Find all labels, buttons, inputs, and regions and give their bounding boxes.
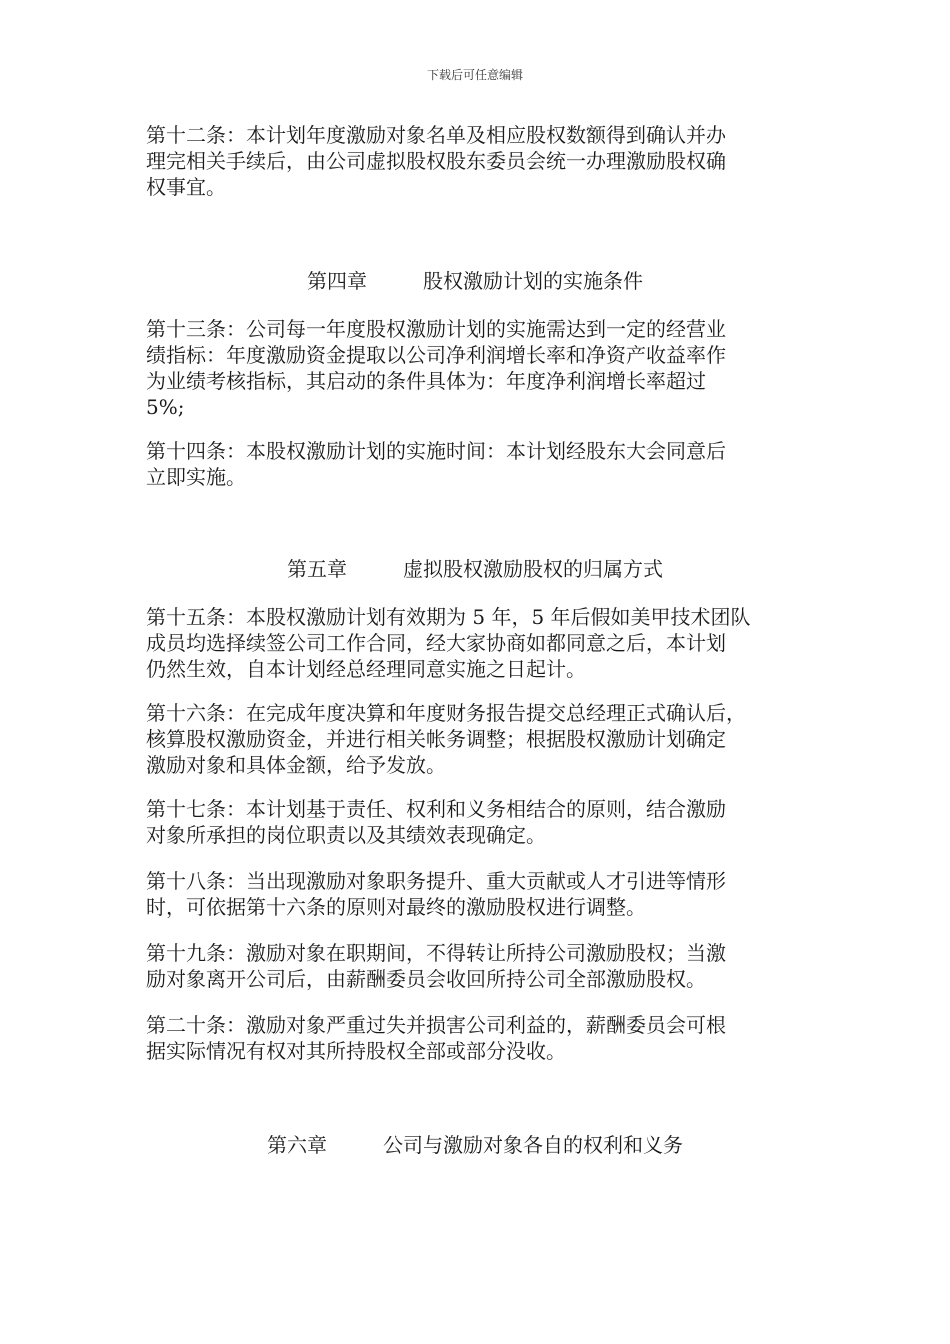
chapter-6-heading [0,1132,950,1158]
article-17: 第十七条：本计划基于责任、权利和义务相结合的原则，结合激励 对象所承担的岗位职责以及其绩效表现确定。 [146,797,726,847]
article-16: 第十六条：在完成年度决算和年度财务报告提交总经理正式确认后， 核算股权激励资金，并进行相关帐务调整；根据股权激励计划确定 激励对象和具体金额，给予发放。 [146,701,746,777]
article-14: 第十四条：本股权激励计划的实施时间：本计划经股东大会同意后 立即实施。 [146,439,726,489]
page-header: 下载后可任意编辑 [426,68,523,82]
article-20: 第二十条：激励对象严重过失并损害公司利益的，薪酬委员会可根 据实际情况有权对其所持股权全部或部分没收。 [146,1013,726,1063]
article-13: 第十三条：公司每一年度股权激励计划的实施需达到一定的经营业 绩指标：年度激励资金提取以公司净利润增长率和净资产收益率作 为业绩考核指标，其启动的条件具体为：年度净利润增长率超过 5%; [146,317,726,419]
chapter-4-heading [0,268,950,294]
article-19: 第十九条：激励对象在职期间，不得转让所持公司激励股权；当激 励对象离开公司后，由薪酬委员会收回所持公司全部激励股权。 [146,941,726,991]
chapter-number: 第四章 [307,269,367,293]
chapter-title: 公司与激励对象各自的权利和义务 [383,1133,683,1157]
chapter-number: 第六章 [267,1133,327,1157]
article-18: 第十八条：当出现激励对象职务提升、重大贡献或人才引进等情形 时，可依据第十六条的原则对最终的激励股权进行调整。 [146,869,726,919]
article-12: 第十二条：本计划年度激励对象名单及相应股权数额得到确认并办 理完相关手续后，由公司虚拟股权股东委员会统一办理激励股权确 权事宜。 [146,123,726,199]
chapter-title: 股权激励计划的实施条件 [423,269,643,293]
chapter-5-heading [0,556,950,582]
chapter-title: 虚拟股权激励股权的归属方式 [403,557,663,581]
article-15: 第十五条：本股权激励计划有效期为 5 年，5 年后假如美甲技术团队 成员均选择续签公司工作合同，经大家协商如都同意之后，本计划 仍然生效，自本计划经总经理同意实施之日起计。 [146,605,751,681]
chapter-number: 第五章 [287,557,347,581]
